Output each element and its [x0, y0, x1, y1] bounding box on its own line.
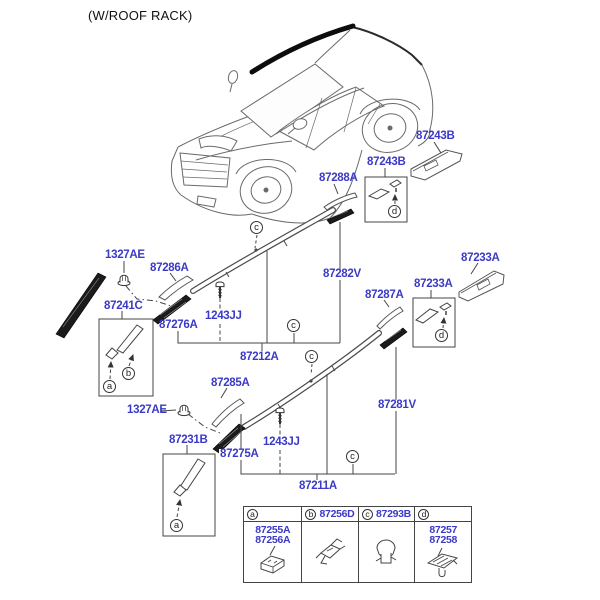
legend-cell-a: [244, 507, 302, 582]
legend-body-b: [302, 522, 358, 582]
far-mirror: [227, 70, 239, 92]
part-label-87243B-rear: 87243B: [416, 130, 455, 142]
car-roof-rack-strip: [252, 26, 353, 72]
legend-header-a: [244, 507, 301, 522]
part-label-1243JJ-lower: 1243JJ: [263, 436, 300, 448]
legend-letter-c: c: [362, 509, 373, 520]
callout-d-box-87233A: d: [435, 329, 448, 342]
molding-87287A-part: [377, 307, 403, 329]
retainer-clip-icon: [255, 546, 291, 580]
part-label-87211A: 87211A: [299, 480, 337, 492]
callout-c-bracket-lower: c: [346, 450, 359, 463]
legend-cell-b: [302, 507, 359, 582]
legend-cell-d: [415, 507, 471, 582]
legend-code-87257: 87257: [429, 524, 458, 536]
part-label-1327AE-lower: 1327AE: [127, 404, 167, 416]
detail-box-87243B: [365, 177, 407, 222]
part-label-87233A-box: 87233A: [414, 278, 453, 290]
roof-rack-rail-87281V: [244, 333, 379, 427]
legend-body-d: [415, 522, 471, 582]
part-label-87276A: 87276A: [159, 319, 198, 331]
legend-body-c: [359, 522, 415, 582]
part-label-87285A: 87285A: [211, 377, 250, 389]
legend-letter-a: a: [247, 509, 258, 520]
cover-87233A-part: [459, 271, 504, 301]
legend-header-b: [302, 507, 358, 522]
part-label-87281V: 87281V: [378, 399, 416, 411]
part-label-87243B-box: 87243B: [367, 156, 406, 168]
molding-87285A-part: [212, 399, 244, 427]
part-label-87233A-cover: 87233A: [461, 252, 500, 264]
legend-header-d: [415, 507, 471, 522]
callout-a-box-87241C: a: [103, 380, 116, 393]
part-label-87286A: 87286A: [150, 262, 189, 274]
legend-letter-b: b: [305, 509, 316, 520]
legend-header-c: [359, 507, 415, 522]
plate-clip-icon: [424, 548, 462, 580]
part-label-87275A: 87275A: [220, 448, 259, 460]
callout-b-box-87241C: b: [122, 367, 135, 380]
legend-code-87256A: 87256A: [255, 534, 291, 546]
legend-code-87255A: 87255A: [255, 524, 291, 536]
callout-c-bracket-upper: c: [287, 319, 300, 332]
legend-letter-d: d: [418, 509, 429, 520]
legend-table: [243, 506, 472, 583]
part-label-87212A: 87212A: [240, 351, 279, 363]
cover-87243B-part: [411, 150, 462, 180]
legend-cell-c: [359, 507, 416, 582]
part-label-87241C: 87241C: [104, 300, 143, 312]
part-label-87287A: 87287A: [365, 289, 404, 301]
legend-code-87293B: 87293B: [375, 508, 411, 520]
part-label-1327AE-upper: 1327AE: [105, 249, 145, 261]
callout-c-rail-lower: c: [305, 350, 318, 363]
roof-rack-rail-87282V: [193, 210, 333, 291]
legend-body-a: [244, 522, 301, 582]
callout-a-box-87231B: a: [170, 519, 183, 532]
detail-box-contents: [106, 180, 451, 517]
car-illustration: [171, 26, 432, 223]
part-label-87288A: 87288A: [319, 172, 358, 184]
bracket-clip-icon: [312, 537, 348, 567]
part-label-1243JJ-upper: 1243JJ: [205, 310, 242, 322]
diagram-title: (W/ROOF RACK): [88, 8, 193, 23]
callout-d-box-87243B: d: [388, 205, 401, 218]
part-label-87231B: 87231B: [169, 434, 208, 446]
callout-c-rail-upper: c: [250, 221, 263, 234]
part-label-87282V: 87282V: [323, 268, 361, 280]
legend-code-87258: 87258: [429, 534, 458, 546]
grommet-clip-icon: [370, 537, 404, 567]
legend-code-87256D: 87256D: [319, 508, 355, 520]
molding-87288A-part: [324, 193, 357, 210]
rail-rear-cap-lower: [380, 328, 407, 349]
